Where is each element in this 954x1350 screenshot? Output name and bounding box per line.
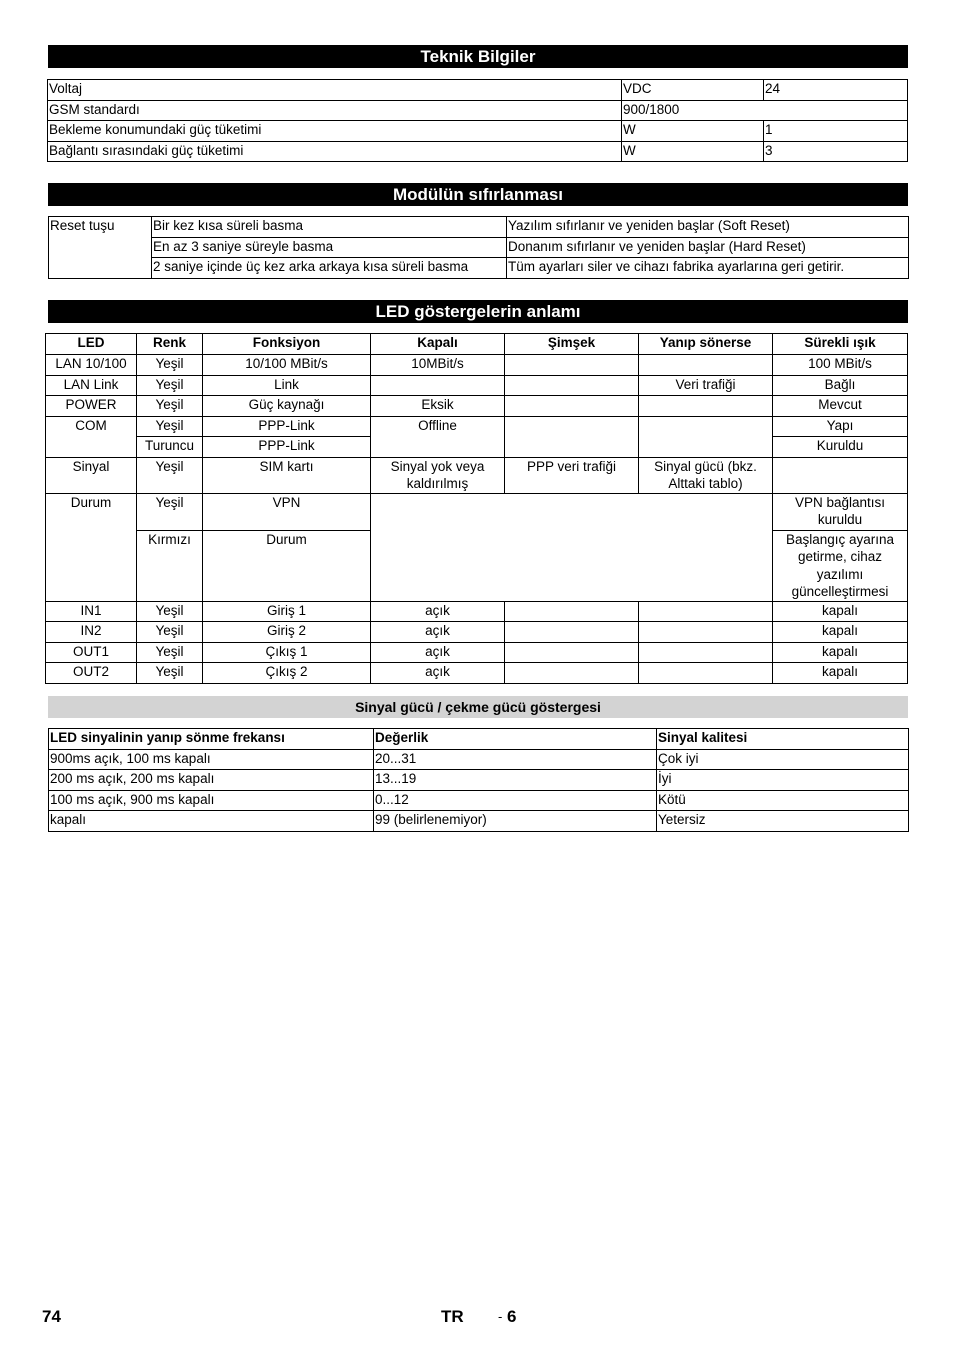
table-cell: açık xyxy=(371,601,505,622)
table-cell: PPP-Link xyxy=(203,437,371,458)
page-number: 74 xyxy=(42,1307,61,1326)
sub-page-number: 6 xyxy=(507,1307,517,1326)
column-header: Sinyal kalitesi xyxy=(657,729,909,750)
table-cell: 900/1800 xyxy=(622,100,908,121)
table-cell: IN1 xyxy=(46,601,137,622)
table-cell: açık xyxy=(371,642,505,663)
column-header: Fonksiyon xyxy=(203,334,371,355)
table-cell: Kötü xyxy=(657,790,909,811)
table-cell: Yeşil xyxy=(137,355,203,376)
table-cell: Kırmızı xyxy=(137,530,203,601)
table-cell: 900ms açık, 100 ms kapalı xyxy=(49,749,374,770)
table-cell: Sinyal yok veya kaldırılmış xyxy=(371,457,505,493)
table-cell: Çıkış 1 xyxy=(203,642,371,663)
table-cell: 100 MBit/s xyxy=(773,355,908,376)
table-cell: kapalı xyxy=(49,811,374,832)
table-row xyxy=(48,80,908,101)
table-cell: Yeşil xyxy=(137,663,203,684)
table-cell xyxy=(505,622,639,643)
table-cell: SIM kartı xyxy=(203,457,371,493)
table-cell: Bekleme konumundaki güç tüketimi xyxy=(48,121,622,142)
table-cell: Donanım sıfırlanır ve yeniden başlar (Hard Reset) xyxy=(507,237,909,258)
table-row xyxy=(49,790,909,811)
table-row xyxy=(46,642,908,663)
table-row xyxy=(48,141,908,162)
table-cell xyxy=(505,396,639,417)
table-cell xyxy=(505,375,639,396)
table-cell: Yetersiz xyxy=(657,811,909,832)
table-cell: kapalı xyxy=(773,622,908,643)
table-cell: Yeşil xyxy=(137,457,203,493)
table-cell: 3 xyxy=(764,141,908,162)
table-cell: Yeşil xyxy=(137,375,203,396)
table-cell xyxy=(371,493,773,601)
table-cell: COM xyxy=(46,416,137,457)
led-table xyxy=(45,333,908,684)
table-row xyxy=(48,121,908,142)
section-title-led: LED göstergelerin anlamı xyxy=(48,300,908,323)
table-cell: Güç kaynağı xyxy=(203,396,371,417)
table-cell: OUT2 xyxy=(46,663,137,684)
table-cell: 1 xyxy=(764,121,908,142)
table-cell: 20...31 xyxy=(374,749,657,770)
table-cell: Bağlı xyxy=(773,375,908,396)
table-cell: Voltaj xyxy=(48,80,622,101)
table-cell: 10MBit/s xyxy=(371,355,505,376)
table-cell: Yeşil xyxy=(137,416,203,437)
table-cell: açık xyxy=(371,622,505,643)
column-header: Sürekli ışık xyxy=(773,334,908,355)
table-row xyxy=(46,493,908,530)
table-row xyxy=(49,217,909,238)
technical-table xyxy=(47,79,908,162)
table-cell: VPN bağlantısı kuruldu xyxy=(773,493,908,530)
table-cell: kapalı xyxy=(773,601,908,622)
table-cell: PPP-Link xyxy=(203,416,371,437)
table-cell: W xyxy=(622,121,764,142)
table-cell: POWER xyxy=(46,396,137,417)
table-header-row xyxy=(46,334,908,355)
table-cell: 2 saniye içinde üç kez arka arkaya kısa süreli basma xyxy=(152,258,507,279)
table-cell: W xyxy=(622,141,764,162)
table-cell: IN2 xyxy=(46,622,137,643)
column-header: Kapalı xyxy=(371,334,505,355)
table-row xyxy=(46,396,908,417)
table-cell: Reset tuşu xyxy=(49,217,152,279)
table-cell: Yeşil xyxy=(137,493,203,530)
table-cell: Çıkış 2 xyxy=(203,663,371,684)
table-cell: Yeşil xyxy=(137,622,203,643)
table-cell: VDC xyxy=(622,80,764,101)
table-cell: 24 xyxy=(764,80,908,101)
column-header: LED xyxy=(46,334,137,355)
table-cell xyxy=(639,396,773,417)
table-cell xyxy=(639,416,773,457)
table-cell xyxy=(505,601,639,622)
table-cell: Sinyal xyxy=(46,457,137,493)
table-row xyxy=(46,622,908,643)
table-cell xyxy=(639,622,773,643)
table-cell: Bağlantı sırasındaki güç tüketimi xyxy=(48,141,622,162)
reset-table xyxy=(48,216,909,279)
table-cell: PPP veri trafiği xyxy=(505,457,639,493)
column-header: Renk xyxy=(137,334,203,355)
table-row xyxy=(46,375,908,396)
table-row xyxy=(49,258,909,279)
table-cell: 200 ms açık, 200 ms kapalı xyxy=(49,770,374,791)
table-cell: Durum xyxy=(46,493,137,601)
table-cell: Mevcut xyxy=(773,396,908,417)
table-row xyxy=(49,237,909,258)
section-title-technical: Teknik Bilgiler xyxy=(48,45,908,68)
table-row xyxy=(48,100,908,121)
table-cell: Yeşil xyxy=(137,396,203,417)
column-header: Şimşek xyxy=(505,334,639,355)
table-cell: kapalı xyxy=(773,663,908,684)
table-cell: OUT1 xyxy=(46,642,137,663)
column-header: Değerlik xyxy=(374,729,657,750)
table-cell: LAN 10/100 xyxy=(46,355,137,376)
table-cell: 0...12 xyxy=(374,790,657,811)
table-cell xyxy=(505,355,639,376)
table-cell: Veri trafiği xyxy=(639,375,773,396)
column-header: LED sinyalinin yanıp sönme frekansı xyxy=(49,729,374,750)
table-cell xyxy=(371,375,505,396)
table-cell xyxy=(773,457,908,493)
table-cell: LAN Link xyxy=(46,375,137,396)
footer-separator: - xyxy=(498,1309,503,1324)
table-cell: Başlangıç ayarına getirme, cihaz yazılımı güncelleştirmesi xyxy=(773,530,908,601)
table-row xyxy=(49,811,909,832)
table-cell xyxy=(639,601,773,622)
table-header-row xyxy=(49,729,909,750)
table-cell: En az 3 saniye süreyle basma xyxy=(152,237,507,258)
table-cell: Offline xyxy=(371,416,505,457)
table-cell: Giriş 2 xyxy=(203,622,371,643)
table-row xyxy=(46,355,908,376)
table-row xyxy=(46,416,908,437)
table-cell: Kuruldu xyxy=(773,437,908,458)
table-cell: Eksik xyxy=(371,396,505,417)
table-cell: Yeşil xyxy=(137,601,203,622)
table-cell xyxy=(639,663,773,684)
section-title-reset: Modülün sıfırlanması xyxy=(48,183,908,206)
table-cell: Durum xyxy=(203,530,371,601)
table-cell xyxy=(639,642,773,663)
table-cell: Çok iyi xyxy=(657,749,909,770)
table-cell: açık xyxy=(371,663,505,684)
table-cell: Yapı xyxy=(773,416,908,437)
table-cell: Sinyal gücü (bkz. Alttaki tablo) xyxy=(639,457,773,493)
table-cell: Tüm ayarları siler ve cihazı fabrika ayarlarına geri getirir. xyxy=(507,258,909,279)
table-row xyxy=(46,457,908,493)
table-cell xyxy=(639,355,773,376)
section-title-signal: Sinyal gücü / çekme gücü göstergesi xyxy=(48,696,908,718)
table-cell: 99 (belirlenemiyor) xyxy=(374,811,657,832)
table-cell: Bir kez kısa süreli basma xyxy=(152,217,507,238)
table-row xyxy=(49,770,909,791)
signal-table xyxy=(48,728,909,832)
table-cell: Giriş 1 xyxy=(203,601,371,622)
language-code: TR xyxy=(441,1307,464,1326)
table-cell: İyi xyxy=(657,770,909,791)
table-cell: Yeşil xyxy=(137,642,203,663)
table-cell: 100 ms açık, 900 ms kapalı xyxy=(49,790,374,811)
table-cell: 13...19 xyxy=(374,770,657,791)
table-cell: Link xyxy=(203,375,371,396)
table-cell xyxy=(505,642,639,663)
table-cell: VPN xyxy=(203,493,371,530)
table-cell: Turuncu xyxy=(137,437,203,458)
table-cell: 10/100 MBit/s xyxy=(203,355,371,376)
table-cell: GSM standardı xyxy=(48,100,622,121)
table-row xyxy=(46,663,908,684)
table-row xyxy=(49,749,909,770)
column-header: Yanıp sönerse xyxy=(639,334,773,355)
table-cell xyxy=(505,416,639,457)
table-cell xyxy=(505,663,639,684)
table-cell: kapalı xyxy=(773,642,908,663)
table-row xyxy=(46,601,908,622)
table-cell: Yazılım sıfırlanır ve yeniden başlar (Soft Reset) xyxy=(507,217,909,238)
